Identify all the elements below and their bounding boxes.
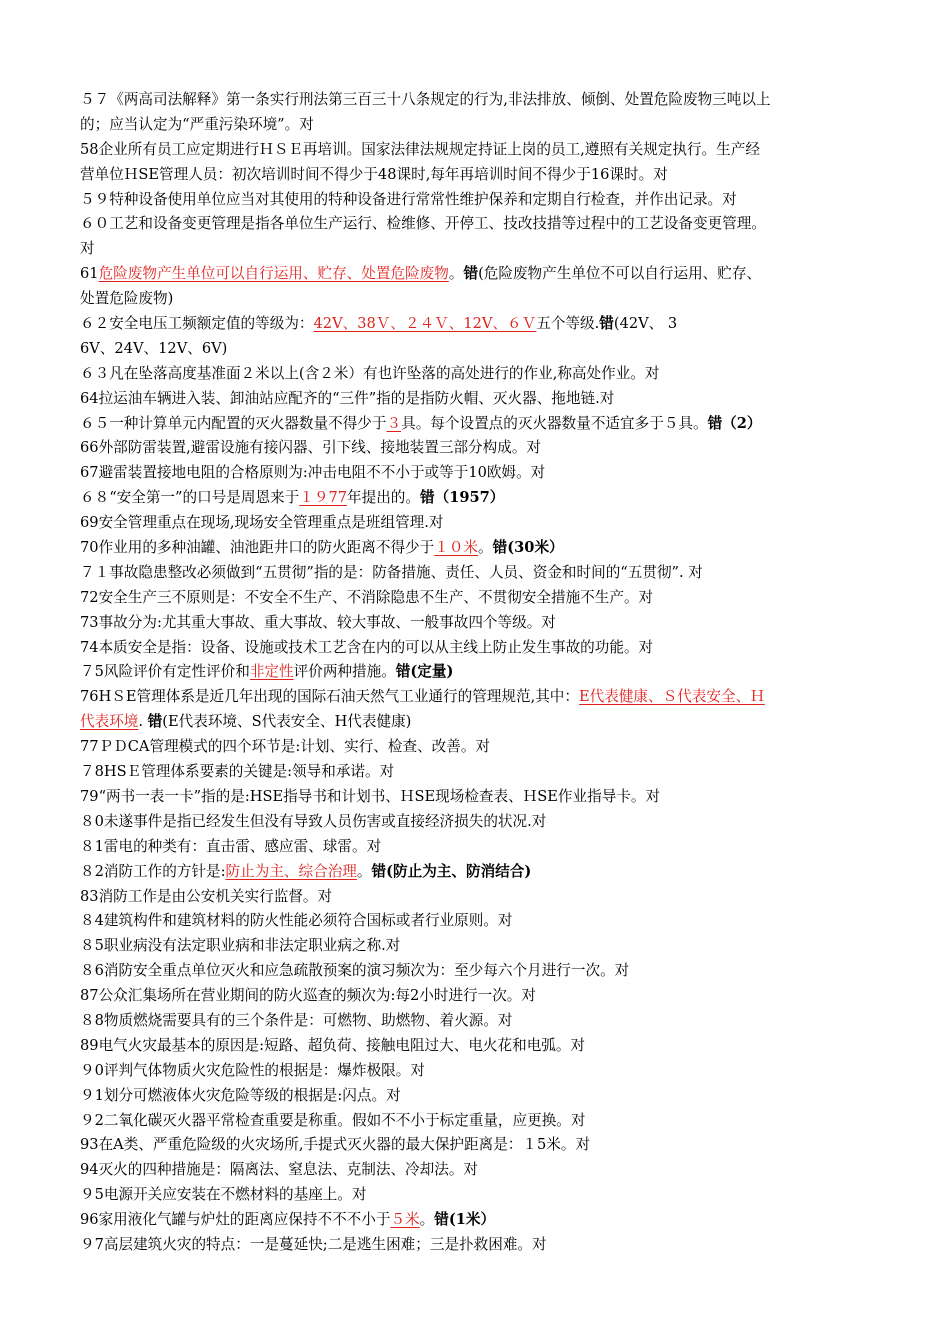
text-line [80, 586, 880, 611]
text-line [80, 984, 880, 1009]
text-segment: 处置危险废物) [80, 290, 174, 308]
text-line [80, 362, 880, 387]
text-segment: 67避雷装置接地电阻的合格原则为:冲击电阻不不小于或等于10欧姆。对 [80, 464, 546, 482]
text-line [80, 1208, 880, 1233]
highlighted-error-text: 42V、38Ｖ、２４Ｖ、12V、６Ｖ [313, 315, 537, 333]
text-segment: 对 [80, 240, 95, 258]
text-segment: ８8物质燃烧需要具有的三个条件是：可燃物、助燃物、着火源。对 [80, 1011, 513, 1029]
text-segment: ８6消防安全重点单位灭火和应急疏散预案的演习频次为：至少每六个月进行一次。对 [80, 962, 630, 980]
text-segment: (危险废物产生单位不可以自行运用、贮存、 [478, 265, 762, 283]
highlighted-error-text: 代表环境 [80, 713, 139, 731]
text-segment: (42V、 3 [613, 315, 678, 333]
highlighted-error-text: 防止为主、综合治理 [225, 862, 357, 880]
text-line [80, 536, 880, 561]
text-segment: 73事故分为:尤其重大事故、重大事故、较大事故、一般事故四个等级。对 [80, 613, 556, 631]
text-segment: 69安全管理重点在现场,现场安全管理重点是班组管理.对 [80, 514, 444, 532]
text-segment: ６２安全电压工频额定值的等级为： [80, 315, 314, 333]
highlighted-error-text: ５米 [390, 1211, 420, 1229]
text-line [80, 735, 880, 760]
verdict-label: 错(定量) [395, 663, 454, 681]
text-segment: 77ＰＤCA管理模式的四个环节是:计划、实行、检查、改善。对 [80, 738, 491, 756]
text-segment: ６８“安全第一”的口号是周恩来于 [80, 489, 300, 507]
text-segment: 58企业所有员工应定期进行ＨＳＥ再培训。国家法律法规规定持证上岗的员工,遵照有关规定执行。生产经 [80, 140, 760, 158]
text-line [80, 1059, 880, 1084]
text-segment: 66外部防雷装置,避雷设施有接闪器、引下线、接地装置三部分构成。对 [80, 439, 542, 457]
text-segment: 。 [356, 862, 372, 880]
text-segment: 74本质安全是指：设备、设施或技术工艺含在内的可以从主线上防止发生事故的功能。对 [80, 638, 654, 656]
highlighted-error-text: １９77 [299, 489, 348, 507]
text-segment: 94灭火的四种措施是：隔离法、窒息法、克制法、冷却法。对 [80, 1161, 479, 1179]
text-segment: 72安全生产三不原则是：不安全不生产、不消除隐患不生产、不贯彻安全措施不生产。对 [80, 588, 654, 606]
text-segment: 70作业用的多种油罐、油池距井口的防火距离不得少于 [80, 539, 435, 557]
text-segment: ８1雷电的种类有：直击雷、感应雷、球雷。对 [80, 837, 382, 855]
text-line [80, 710, 880, 735]
text-segment: 96家用液化气罐与炉灶的距离应保持不不不小于 [80, 1211, 391, 1229]
text-segment: 的；应当认定为“严重污染环境”。对 [80, 115, 314, 133]
text-segment: ７8HSＥ管理体系要素的关键是:领导和承诺。对 [80, 763, 395, 781]
text-line [80, 138, 880, 163]
text-line [80, 163, 880, 188]
text-segment: ９7高层建筑火灾的特点：一是蔓延快;二是逃生困难；三是扑救困难。对 [80, 1235, 547, 1253]
verdict-label: 错（1957） [420, 489, 505, 507]
text-line [80, 237, 880, 262]
text-line [80, 387, 880, 412]
highlighted-error-text: １０米 [434, 539, 479, 557]
text-line [80, 785, 880, 810]
text-segment: 79“两书一表一卡”指的是:HSE指导书和计划书、ＨSE现场检查表、ＨSE作业指导卡。对 [80, 787, 661, 805]
text-segment: 6V、24V、12V、6V) [80, 339, 228, 357]
text-segment: 年提出的。 [347, 489, 420, 507]
text-segment: (E代表环境、S代表安全、H代表健康) [162, 713, 412, 731]
text-segment: ９2二氧化碳灭火器平常检查重要是称重。假如不不小于标定重量，应更换。对 [80, 1111, 586, 1129]
text-segment: ６５一种计算单元内配置的灭火器数量不得少于 [80, 414, 387, 432]
text-segment: 评价两种措施。 [293, 663, 396, 681]
text-segment: . [138, 713, 148, 731]
text-line [80, 212, 880, 237]
text-line [80, 188, 880, 213]
text-line [80, 1084, 880, 1109]
text-segment: 。 [478, 539, 493, 557]
text-segment: ８4建筑构件和建筑材料的防火性能必须符合国标或者行业原则。对 [80, 912, 513, 930]
text-segment: ６０工艺和设备变更管理是指各单位生产运行、检维修、开停工、技改技措等过程中的工艺设备变更管理。 [80, 215, 766, 233]
text-line [80, 1034, 880, 1059]
text-line [80, 88, 880, 113]
verdict-label: 错 [147, 713, 163, 731]
text-line [80, 810, 880, 835]
text-segment: 89电气火灾最基本的原因是:短路、超负荷、接触电阻过大、电火花和电弧。对 [80, 1036, 586, 1054]
text-line [80, 412, 880, 437]
highlighted-error-text: 危险废物产生单位可以自行运用、贮存、处置危险废物 [98, 265, 449, 283]
text-segment: 营单位ＨSE管理人员：初次培训时间不得少于48课时,每年再培训时间不得少于16课时。对 [80, 165, 668, 183]
text-line [80, 1158, 880, 1183]
text-line [80, 262, 880, 287]
text-segment: ７5风险评价有定性评价和 [80, 663, 250, 681]
text-segment: 93在A类、严重危险级的火灾场所,手提式灭火器的最大保护距离是：１5米。对 [80, 1136, 591, 1154]
text-segment: 87公众汇集场所在营业期间的防火巡查的频次为:每2小时进行一次。对 [80, 987, 536, 1005]
text-segment: ９0评判气体物质火灾危险性的根据是：爆炸极限。对 [80, 1061, 425, 1079]
verdict-label: 错 [599, 315, 614, 333]
text-segment: 。 [419, 1211, 435, 1229]
text-segment: 61 [80, 265, 99, 283]
text-segment: 具。每个设置点的灭火器数量不适宜多于５具。 [401, 414, 708, 432]
verdict-label: 错(1米） [434, 1211, 496, 1229]
text-line [80, 959, 880, 984]
text-line [80, 287, 880, 312]
verdict-label: 错(防止为主、防消结合) [371, 862, 532, 880]
text-segment: 。 [448, 265, 464, 283]
text-line [80, 611, 880, 636]
verdict-label: 错(30米） [492, 539, 564, 557]
text-line [80, 113, 880, 138]
text-segment: 五个等级. [536, 315, 600, 333]
text-line [80, 860, 880, 885]
text-segment: ５７《两高司法解释》第一条实行刑法第三百三十八条规定的行为,非法排放、倾倒、处置危险废物三吨以上 [80, 91, 771, 108]
text-line [80, 312, 880, 337]
text-segment: ８2消防工作的方针是: [80, 862, 226, 880]
verdict-label: 错 [463, 265, 479, 283]
text-line [80, 436, 880, 461]
text-line [80, 835, 880, 860]
text-line [80, 1109, 880, 1134]
text-segment: ７１事故隐患整改必须做到“五贯彻”指的是：防备措施、责任、人员、资金和时间的“五贯彻”. 对 [80, 563, 703, 581]
highlighted-error-text: ３ [386, 414, 402, 432]
text-line [80, 685, 880, 710]
text-line [80, 486, 880, 511]
text-line [80, 1233, 880, 1258]
text-line [80, 885, 880, 910]
text-segment: ６３凡在坠落高度基准面２米以上(含２米）有也许坠落的高处进行的作业,称高处作业。对 [80, 364, 660, 382]
highlighted-error-text: E代表健康、Ｓ代表安全、Ｈ [579, 688, 765, 706]
text-line [80, 1133, 880, 1158]
text-segment: ８5职业病没有法定职业病和非法定职业病之称.对 [80, 937, 401, 955]
text-segment: 83消防工作是由公安机关实行监督。对 [80, 887, 333, 905]
highlighted-error-text: 非定性 [249, 663, 294, 681]
text-segment: ９5电源开关应安装在不燃材料的基座上。对 [80, 1186, 367, 1204]
text-line [80, 909, 880, 934]
text-line [80, 461, 880, 486]
text-segment: 64拉运油车辆进入装、卸油站应配齐的“三件”指的是指防火帽、灭火器、拖地链.对 [80, 389, 615, 407]
text-segment: ９1划分可燃液体火灾危险等级的根据是:闪点。对 [80, 1086, 401, 1104]
verdict-label: 错（2） [707, 414, 762, 432]
text-line [80, 636, 880, 661]
text-segment: 76HＳE管理体系是近几年出现的国际石油天然气工业通行的管理规范,其中： [80, 688, 579, 706]
text-line [80, 1183, 880, 1208]
text-segment: ５９特种设备使用单位应当对其使用的特种设备进行常常性维护保养和定期自行检查，并作出记录。对 [80, 190, 737, 208]
text-line [80, 511, 880, 536]
text-line [80, 760, 880, 785]
document-body [80, 88, 880, 1258]
text-line [80, 1009, 880, 1034]
text-segment: ８0未遂事件是指已经发生但没有导致人员伤害或直接经济损失的状况.对 [80, 812, 547, 830]
text-line [80, 561, 880, 586]
text-line [80, 934, 880, 959]
text-line [80, 337, 880, 362]
text-line [80, 660, 880, 685]
